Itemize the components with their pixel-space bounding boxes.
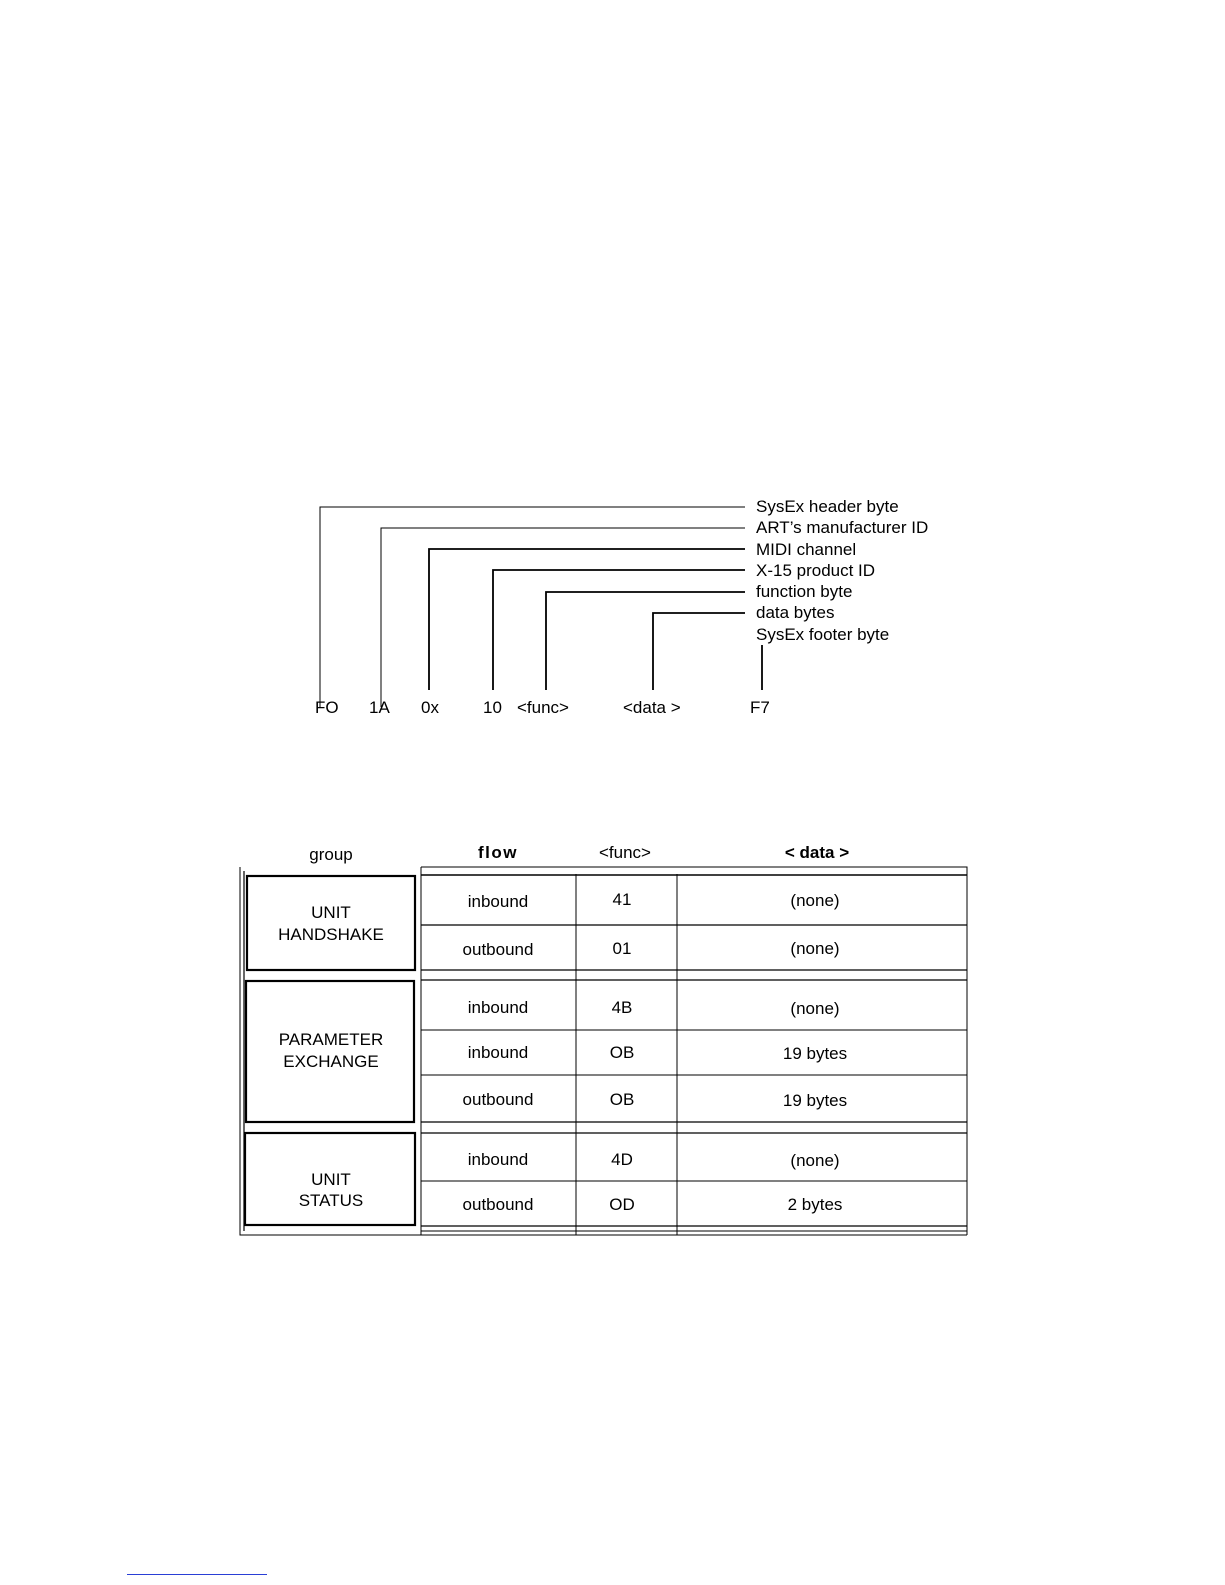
cell-data: (none) (790, 999, 840, 1018)
label-data-bytes: data bytes (756, 603, 835, 622)
sysex-structure-diagram (315, 497, 928, 717)
group-name-line: PARAMETER (278, 1030, 384, 1049)
function-table (240, 843, 967, 1235)
cell-data: (none) (790, 939, 840, 958)
byte-manufacturer: 1A (369, 698, 390, 717)
leader-line-header (320, 507, 745, 707)
byte-data: <data > (623, 698, 681, 717)
header-flow: flow (478, 843, 518, 862)
leader-line-data (653, 613, 745, 690)
group-name-line: UNIT (311, 903, 351, 922)
cell-func: 4B (611, 998, 633, 1017)
cell-flow: outbound (462, 940, 534, 959)
byte-function: <func> (517, 698, 569, 717)
header-func: <func> (599, 843, 651, 862)
label-product-id: X-15 product ID (756, 561, 876, 580)
cell-data: 19 bytes (782, 1091, 848, 1110)
cell-flow: inbound (467, 1043, 529, 1062)
cell-flow: inbound (467, 1150, 529, 1169)
group-name-line: HANDSHAKE (278, 925, 384, 944)
header-data: < data > (784, 843, 850, 862)
group-box-unit-handshake (247, 876, 415, 970)
cell-func: 41 (612, 890, 632, 909)
byte-header: FO (315, 698, 339, 717)
cell-flow: inbound (467, 998, 529, 1017)
group-name-line: EXCHANGE (283, 1052, 379, 1071)
group-name-line: STATUS (298, 1191, 364, 1210)
label-midi-channel: MIDI channel (756, 540, 857, 559)
cell-flow: outbound (462, 1195, 534, 1214)
header-group: group (309, 845, 353, 864)
label-sysex-footer: SysEx footer byte (756, 625, 890, 644)
page-bottom-rule (127, 1574, 267, 1575)
group-name-line: UNIT (311, 1170, 351, 1189)
label-sysex-header: SysEx header byte (756, 497, 899, 516)
cell-func: OD (609, 1195, 635, 1214)
leader-line-function (546, 592, 745, 690)
cell-data: 19 bytes (782, 1044, 848, 1063)
leader-line-manufacturer (381, 528, 745, 707)
cell-func: 01 (612, 939, 632, 958)
label-function-byte: function byte (756, 582, 853, 601)
cell-data: (none) (790, 1151, 840, 1170)
byte-midi-channel: 0x (421, 698, 439, 717)
cell-flow: inbound (467, 892, 529, 911)
byte-footer: F7 (750, 698, 770, 717)
cell-flow: outbound (462, 1090, 534, 1109)
byte-product-id: 10 (483, 698, 502, 717)
leader-line-product-id (493, 570, 745, 690)
cell-func: 4D (611, 1150, 633, 1169)
cell-func: OB (609, 1043, 635, 1062)
cell-data: (none) (790, 891, 840, 910)
label-manufacturer-id: ART’s manufacturer ID (756, 518, 929, 537)
cell-func: OB (609, 1090, 635, 1109)
cell-data: 2 bytes (787, 1195, 843, 1214)
